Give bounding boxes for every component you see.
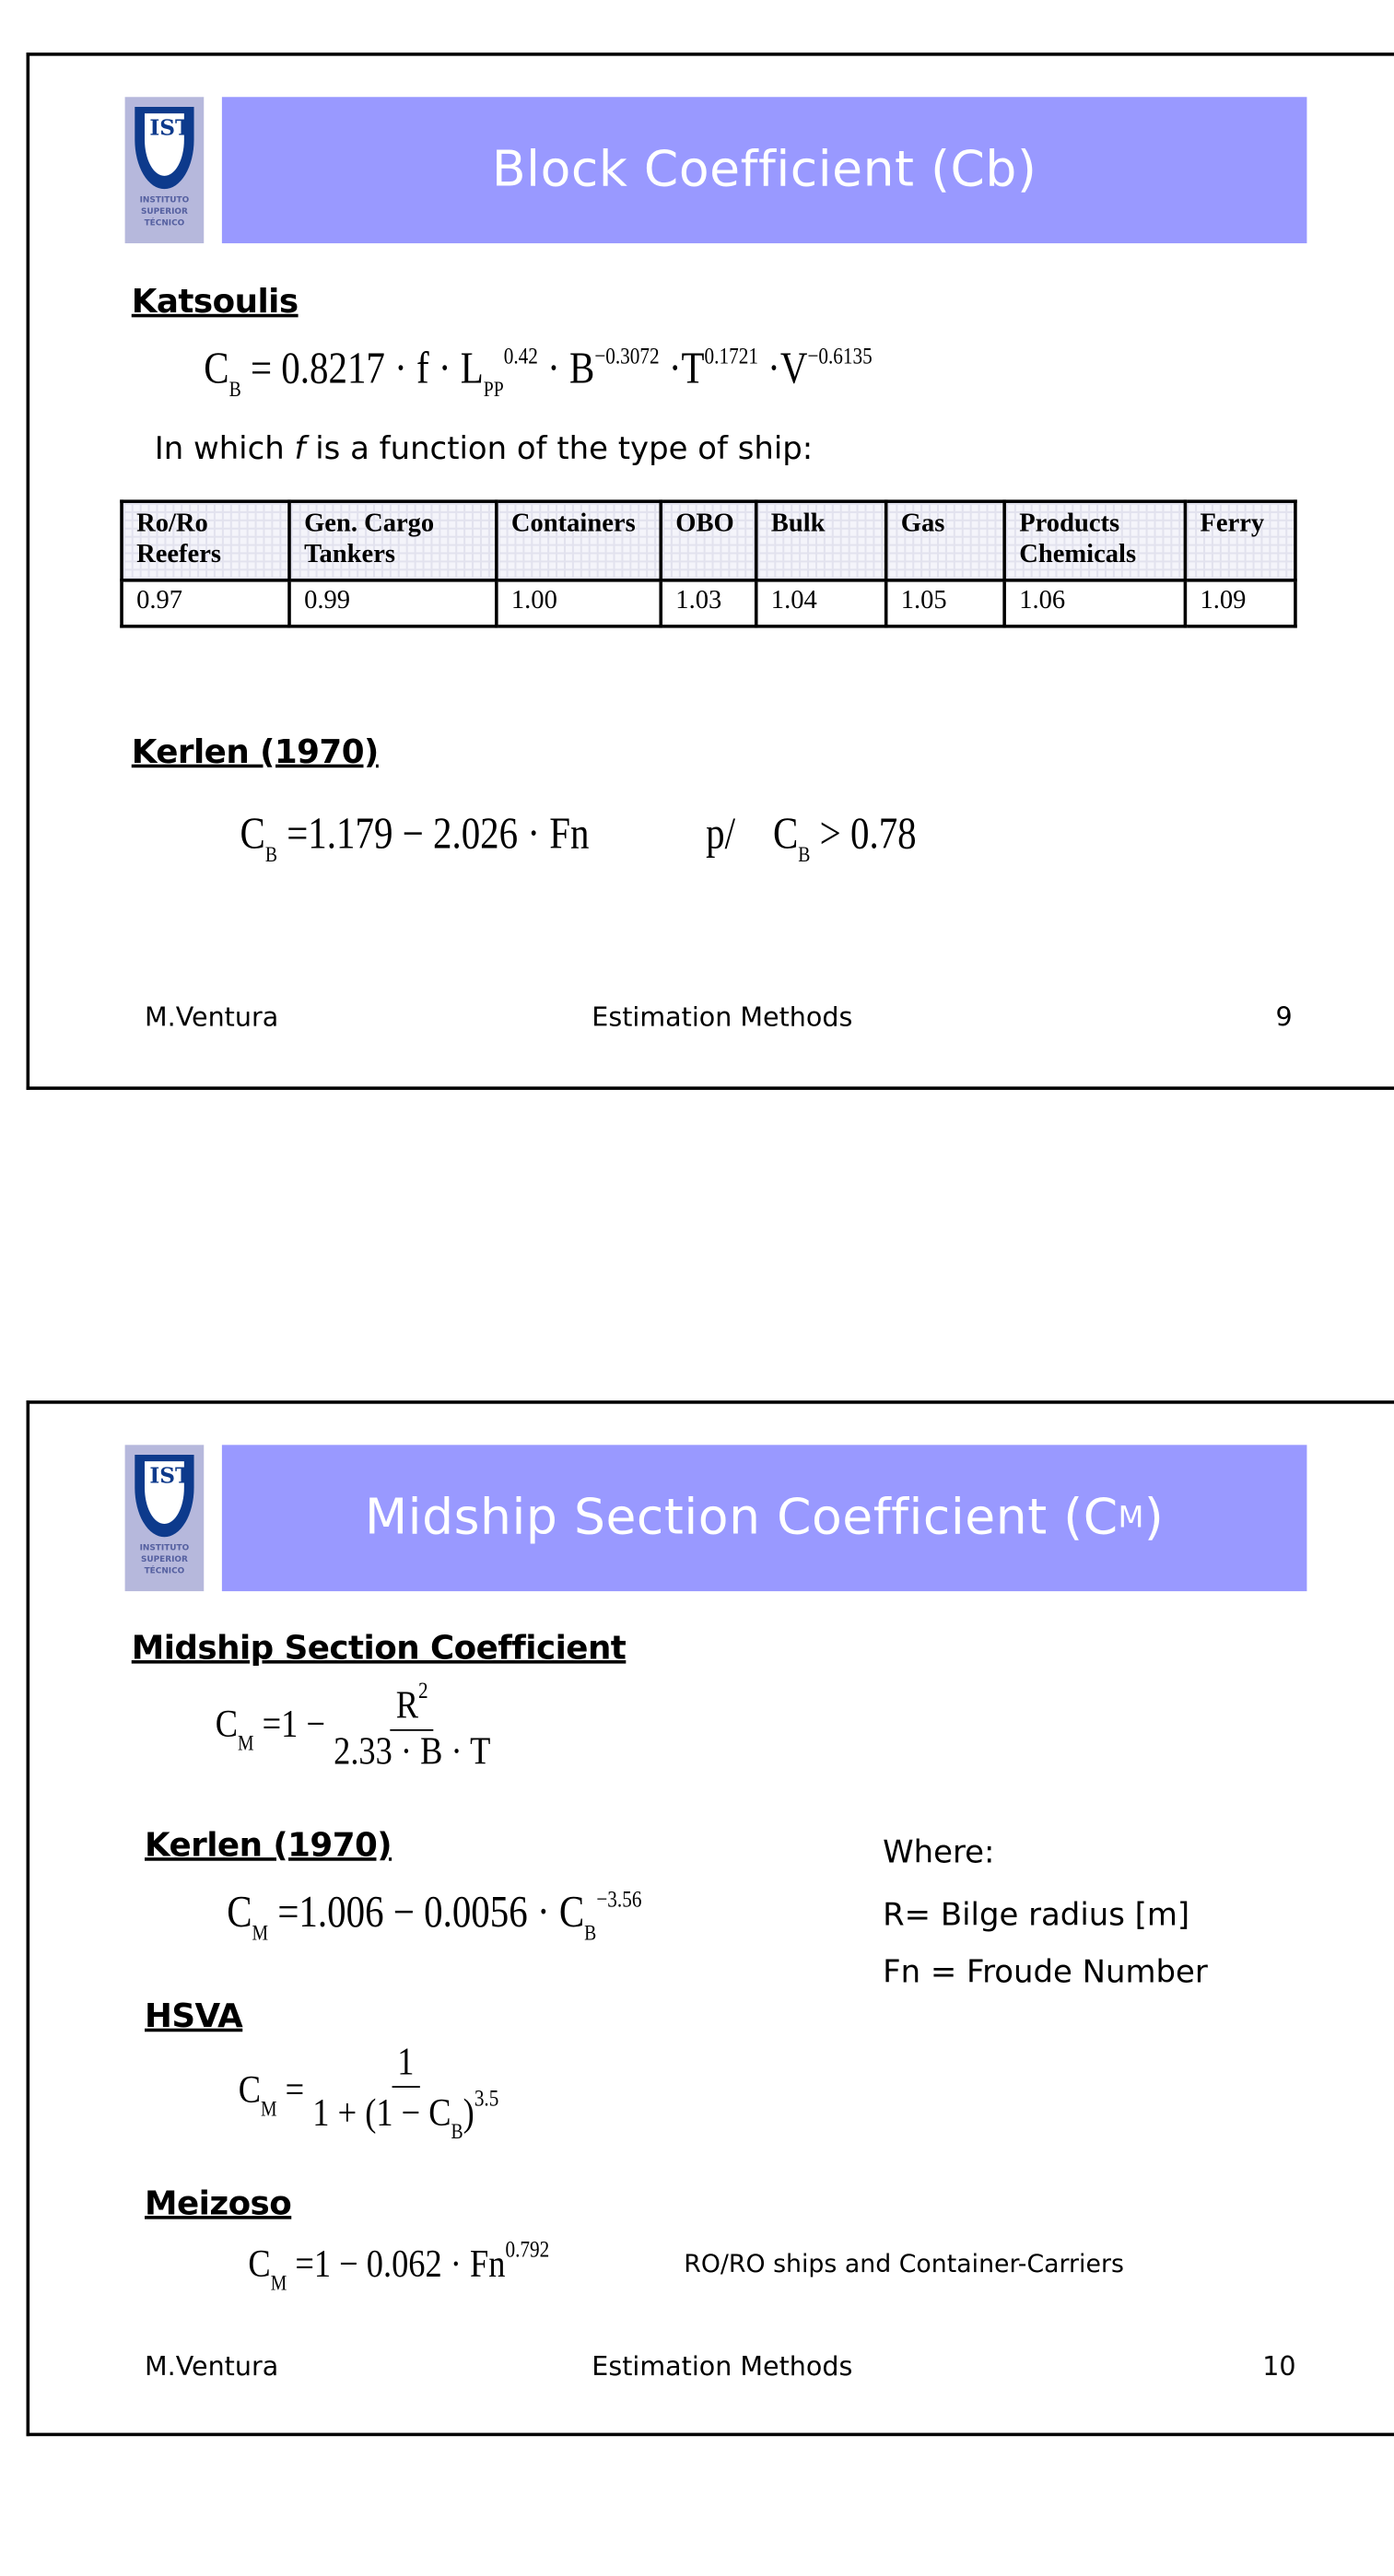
ship-type-factor-table (120, 499, 1296, 627)
formula-kerlen-cm: $C_M =1.006 - 0.0056 \cdot C_B^{-3.56}$ (227, 1887, 642, 1945)
table-cell: 1.09 (1185, 580, 1295, 626)
heading-kerlen: Kerlen (1970) (131, 731, 379, 771)
footer-title: Estimation Methods (592, 1001, 853, 1033)
heading-midship: Midship Section Coefficient (131, 1627, 627, 1668)
where-froude: Fn = Froude Number (883, 1954, 1208, 1991)
page-number: 10 (1262, 2350, 1296, 2383)
where-bilge-radius: R= Bilge radius [m] (883, 1896, 1190, 1934)
slide-title: Midship Section Coefficient (C M ) (222, 1445, 1307, 1591)
ist-logo: IST INSTITUTO SUPERIOR TÉCNICO (125, 97, 205, 243)
formula-midship: $C_M =1$ − $\frac{R^2}{2.33 \cdot B \cdot T}$ (215, 1680, 491, 1774)
col-obo: OBO (661, 501, 756, 580)
footer-title: Estimation Methods (592, 2350, 853, 2383)
col-ferry: Ferry (1185, 501, 1295, 580)
formula-meizoso: $C_M =1 - 0.062 \cdot Fn^{0.792}$ (248, 2239, 550, 2295)
table-cell: 1.03 (661, 580, 756, 626)
ist-logo: IST INSTITUTO SUPERIOR TÉCNICO (125, 1445, 205, 1591)
footer-author: M.Ventura (145, 1001, 279, 1033)
table-cell: 0.99 (289, 580, 497, 626)
table-cell: 0.97 (122, 580, 289, 626)
slide-9 (27, 53, 1394, 1090)
col-roro: Ro/Ro Reefers (122, 501, 289, 580)
heading-katsoulis: Katsoulis (131, 281, 299, 321)
meizoso-note: RO/RO ships and Container-Carriers (684, 2248, 1124, 2278)
table-cell: 1.04 (756, 580, 886, 626)
formula-kerlen-cb: $C_B =1.179 - 2.026 \cdot Fn$ p/ $C_B > 0.78$ (240, 808, 917, 867)
footer-author: M.Ventura (145, 2350, 279, 2383)
katsoulis-note: In which f is a function of the type of ship: (154, 430, 814, 467)
page-number: 9 (1275, 1001, 1293, 1033)
col-bulk: Bulk (756, 501, 886, 580)
table-header-row (122, 501, 1295, 580)
table-cell: 1.05 (886, 580, 1004, 626)
col-gencargo: Gen. Cargo Tankers (289, 501, 497, 580)
table-row (122, 580, 1295, 626)
formula-hsva: $C_M$ = $\frac{1}{1 + (1 - C_B)^{3.5}}$ (238, 2041, 499, 2144)
col-gas: Gas (886, 501, 1004, 580)
where-label: Where: (883, 1834, 995, 1871)
heading-meizoso: Meizoso (145, 2183, 292, 2223)
slide-title: Block Coefficient (Cb) (222, 97, 1307, 243)
table-cell: 1.00 (497, 580, 661, 626)
formula-katsoulis: $C_B = 0.8217 \cdot f \cdot L_{PP}^{0.42} \cdot B^{-0.3072} \cdot T^{0.1721} \cdot V^{-0.6135}$ (204, 343, 873, 402)
heading-hsva: HSVA (145, 1996, 243, 2035)
slide-10 (27, 1400, 1394, 2436)
col-products: Products Chemicals (1004, 501, 1185, 580)
col-containers: Containers (497, 501, 661, 580)
heading-kerlen: Kerlen (1970) (145, 1824, 392, 1865)
table-cell: 1.06 (1004, 580, 1185, 626)
